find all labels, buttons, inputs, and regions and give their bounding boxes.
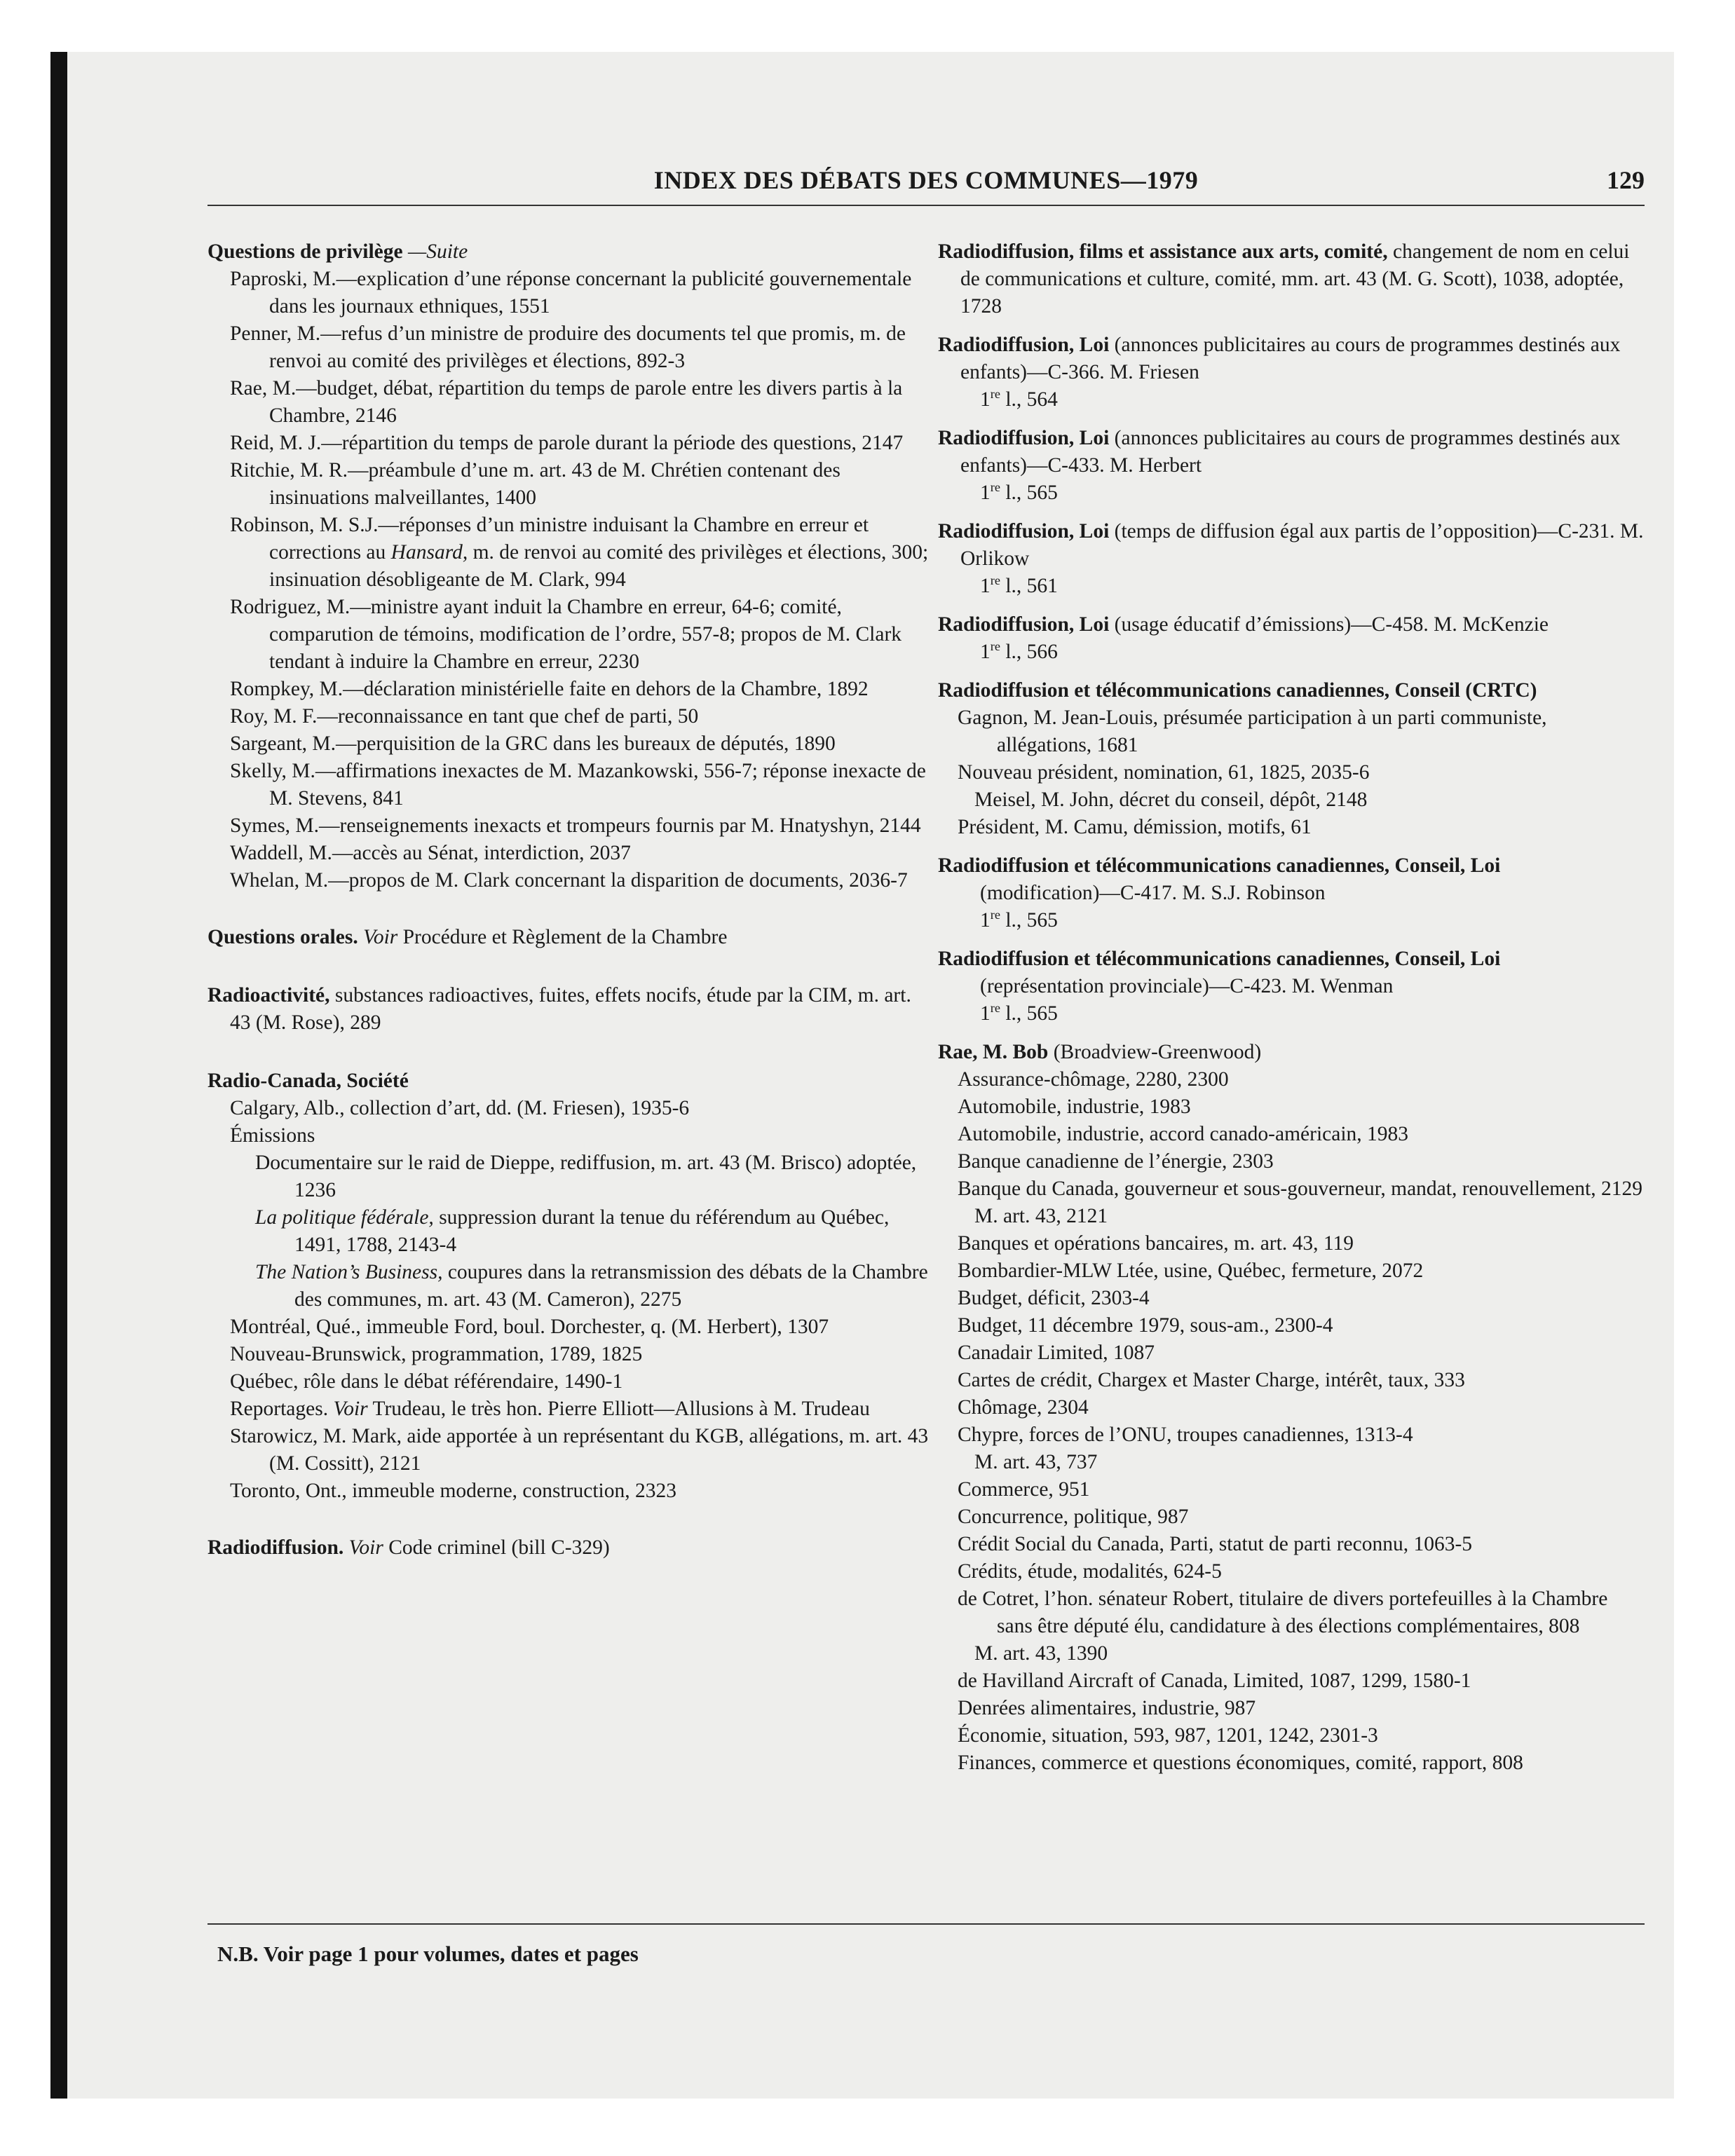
index-subentry: Émissions — [230, 1124, 315, 1147]
index-heading-questions-orales: Questions orales. Voir Procédure et Règlement de la Chambre — [207, 926, 728, 948]
index-subentry: Banques et opérations bancaires, m. art. 43, 119 — [958, 1232, 1354, 1255]
index-heading-rae-bob: Rae, M. Bob (Broadview-Greenwood) — [938, 1041, 1262, 1063]
index-subentry: Rae, M.—budget, débat, répartition du temps de parole entre les divers partis à la Chambre, 2146 — [230, 377, 903, 427]
index-subsubentry: M. art. 43, 1390 — [974, 1642, 1108, 1665]
index-subentry: Skelly, M.—affirmations inexactes de M. Mazankowski, 556-7; réponse inexacte de M. Stevens, 841 — [230, 760, 926, 810]
index-subentry: Reid, M. J.—répartition du temps de parole durant la période des questions, 2147 — [230, 432, 904, 454]
index-heading-loi-c433: Radiodiffusion, Loi (annonces publicitaires au cours de programmes destinés aux enfants)—C-433. M. Herbert — [938, 427, 1621, 477]
index-subentry: Concurrence, politique, 987 — [958, 1506, 1189, 1528]
index-subentry: Banque canadienne de l’énergie, 2303 — [958, 1150, 1274, 1173]
index-heading-radioactivite: Radioactivité, substances radioactives, fuites, effets nocifs, étude par la CIM, m. art. 43 (M. Rose), 289 — [207, 984, 911, 1034]
index-subentry: Nouveau-Brunswick, programmation, 1789, 1825 — [230, 1343, 643, 1365]
left-column — [207, 238, 930, 1562]
reading-reference: 1re l., 566 — [980, 639, 1058, 663]
right-column — [938, 238, 1646, 1777]
index-subentry: Cartes de crédit, Chargex et Master Charge, intérêt, taux, 333 — [958, 1369, 1465, 1391]
index-heading-conseil-loi-c417: Radiodiffusion et télécommunications canadiennes, Conseil, Loi — [938, 854, 1501, 877]
index-subsubentry: The Nation’s Business, coupures dans la retransmission des débats de la Chambre des communes, m. art. 43 (M. Cameron), 2275 — [255, 1261, 928, 1311]
index-subentry: Waddell, M.—accès au Sénat, interdiction, 2037 — [230, 842, 631, 864]
index-subentry: Montréal, Qué., immeuble Ford, boul. Dorchester, q. (M. Herbert), 1307 — [230, 1316, 829, 1338]
index-subentry: Budget, 11 décembre 1979, sous-am., 2300-4 — [958, 1314, 1333, 1337]
reading-reference: 1re l., 564 — [980, 387, 1058, 411]
index-subentry: Crédits, étude, modalités, 624-5 — [958, 1560, 1222, 1583]
index-subsubentry: Documentaire sur le raid de Dieppe, rediffusion, m. art. 43 (M. Brisco) adoptée, 1236 — [255, 1152, 917, 1201]
index-subentry: Gagnon, M. Jean-Louis, présumée participation à un parti communiste, allégations, 1681 — [958, 707, 1547, 756]
index-heading-radio-canada: Radio-Canada, Société — [207, 1070, 409, 1092]
index-subentry: Ritchie, M. R.—préambule d’une m. art. 43 de M. Chrétien contenant des insinuations malveillantes, 1400 — [230, 459, 841, 509]
footer-divider — [207, 1923, 1645, 1925]
index-heading-loi-c458: Radiodiffusion, Loi (usage éducatif d’émissions)—C-458. M. McKenzie — [938, 613, 1549, 636]
index-subentry: (représentation provinciale)—C-423. M. Wenman — [980, 975, 1394, 997]
page-title: INDEX DES DÉBATS DES COMMUNES—1979 — [653, 166, 1199, 194]
index-heading-radiodiffusion: Radiodiffusion. Voir Code criminel (bill C-329) — [207, 1536, 610, 1559]
reading-reference: 1re l., 565 — [980, 908, 1058, 932]
index-subentry: Rodriguez, M.—ministre ayant induit la Chambre en erreur, 64-6; comité, comparution de témoins, modification de l’ordre, 557-8; propos de M. Clark tendant à induire la Chambre en erreur, 2230 — [230, 596, 902, 673]
index-subentry: Automobile, industrie, 1983 — [958, 1096, 1191, 1118]
index-subentry-robinson: Robinson, M. S.J.—réponses d’un ministre induisant la Chambre en erreur et corrections au Hansard, m. de renvoi au comité des privilèges et élections, 300; insinuation désobligeante de M. Clark, 994 — [230, 514, 929, 591]
index-subentry: Starowicz, M. Mark, aide apportée à un représentant du KGB, allégations, m. art. 43 (M. Cossitt), 2121 — [230, 1425, 929, 1475]
index-subentry: Bombardier-MLW Ltée, usine, Québec, fermeture, 2072 — [958, 1260, 1424, 1282]
index-subentry: Chypre, forces de l’ONU, troupes canadiennes, 1313-4 — [958, 1424, 1413, 1446]
index-subentry: Québec, rôle dans le débat référendaire, 1490-1 — [230, 1370, 623, 1393]
index-heading-loi-c366: Radiodiffusion, Loi (annonces publicitaires au cours de programmes destinés aux enfants)—C-366. M. Friesen — [938, 334, 1621, 383]
index-heading-loi-c231: Radiodiffusion, Loi (temps de diffusion égal aux partis de l’opposition)—C-231. M. Orlikow — [938, 520, 1644, 570]
index-subsubentry: M. art. 43, 2121 — [974, 1205, 1108, 1227]
index-subentry: Banque du Canada, gouverneur et sous-gouverneur, mandat, renouvellement, 2129 — [958, 1178, 1642, 1200]
index-subentry: (modification)—C-417. M. S.J. Robinson — [980, 882, 1326, 904]
index-subentry: Calgary, Alb., collection d’art, dd. (M. Friesen), 1935-6 — [230, 1097, 690, 1119]
reading-reference: 1re l., 565 — [980, 1001, 1058, 1025]
index-subentry: Symes, M.—renseignements inexacts et trompeurs fournis par M. Hnatyshyn, 2144 — [230, 814, 921, 837]
footnote: N.B. Voir page 1 pour volumes, dates et pages — [217, 1942, 639, 1966]
index-subentry: Chômage, 2304 — [958, 1396, 1089, 1419]
index-subentry: Assurance-chômage, 2280, 2300 — [958, 1068, 1229, 1091]
index-subentry: Denrées alimentaires, industrie, 987 — [958, 1697, 1256, 1719]
index-subentry: Nouveau président, nomination, 61, 1825, 2035-6 — [958, 761, 1370, 784]
index-heading-questions-privilege: Questions de privilège —Suite — [207, 240, 468, 263]
page-header — [207, 165, 1645, 206]
index-subentry: Sargeant, M.—perquisition de la GRC dans les bureaux de députés, 1890 — [230, 732, 836, 755]
index-subentry: Automobile, industrie, accord canado-américain, 1983 — [958, 1123, 1409, 1145]
index-subsubentry: Meisel, M. John, décret du conseil, dépôt, 2148 — [974, 789, 1368, 811]
index-subentry: Commerce, 951 — [958, 1478, 1090, 1501]
index-subentry: Crédit Social du Canada, Parti, statut de parti reconnu, 1063-5 — [958, 1533, 1473, 1555]
index-subentry: Reportages. Voir Trudeau, le très hon. Pierre Elliott—Allusions à M. Trudeau — [230, 1398, 870, 1420]
reading-reference: 1re l., 561 — [980, 573, 1058, 597]
index-subentry: Budget, déficit, 2303-4 — [958, 1287, 1150, 1309]
index-subsubentry: La politique fédérale, suppression durant la tenue du référendum au Québec, 1491, 1788, 2143-4 — [255, 1206, 890, 1256]
index-subentry: Roy, M. F.—reconnaissance en tant que chef de parti, 50 — [230, 705, 699, 728]
page-number: 129 — [1607, 166, 1645, 194]
index-subentry: Paproski, M.—explication d’une réponse concernant la publicité gouvernementale dans les journaux ethniques, 1551 — [230, 268, 912, 318]
index-heading-conseil-loi-c423: Radiodiffusion et télécommunications canadiennes, Conseil, Loi — [938, 948, 1501, 970]
binding-edge — [50, 52, 67, 2099]
index-heading-crtc: Radiodiffusion et télécommunications canadiennes, Conseil (CRTC) — [938, 679, 1537, 702]
reading-reference: 1re l., 565 — [980, 480, 1058, 504]
index-subentry: Économie, situation, 593, 987, 1201, 1242, 2301-3 — [958, 1724, 1378, 1747]
index-heading-radiodiffusion-films: Radiodiffusion, films et assistance aux arts, comité, changement de nom en celui de communications et culture, comité, mm. art. 43 (M. G. Scott), 1038, adoptée, 1728 — [938, 240, 1630, 318]
index-subentry: Penner, M.—refus d’un ministre de produire des documents tel que promis, m. de renvoi au comité des privilèges et élections, 892-3 — [230, 322, 906, 372]
index-subentry: Whelan, M.—propos de M. Clark concernant la disparition de documents, 2036-7 — [230, 869, 908, 892]
index-subentry: Canadair Limited, 1087 — [958, 1342, 1155, 1364]
index-subentry: Finances, commerce et questions économiques, comité, rapport, 808 — [958, 1752, 1523, 1774]
index-subentry: Toronto, Ont., immeuble moderne, construction, 2323 — [230, 1480, 676, 1502]
index-subsubentry: M. art. 43, 737 — [974, 1451, 1098, 1473]
index-subentry: de Havilland Aircraft of Canada, Limited, 1087, 1299, 1580-1 — [958, 1670, 1471, 1692]
index-subentry: Rompkey, M.—déclaration ministérielle faite en dehors de la Chambre, 1892 — [230, 678, 869, 700]
index-subentry: Président, M. Camu, démission, motifs, 61 — [958, 816, 1312, 838]
index-subentry: de Cotret, l’hon. sénateur Robert, titulaire de divers portefeuilles à la Chambre sans être député élu, candidature à des élections complémentaires, 808 — [958, 1588, 1608, 1637]
